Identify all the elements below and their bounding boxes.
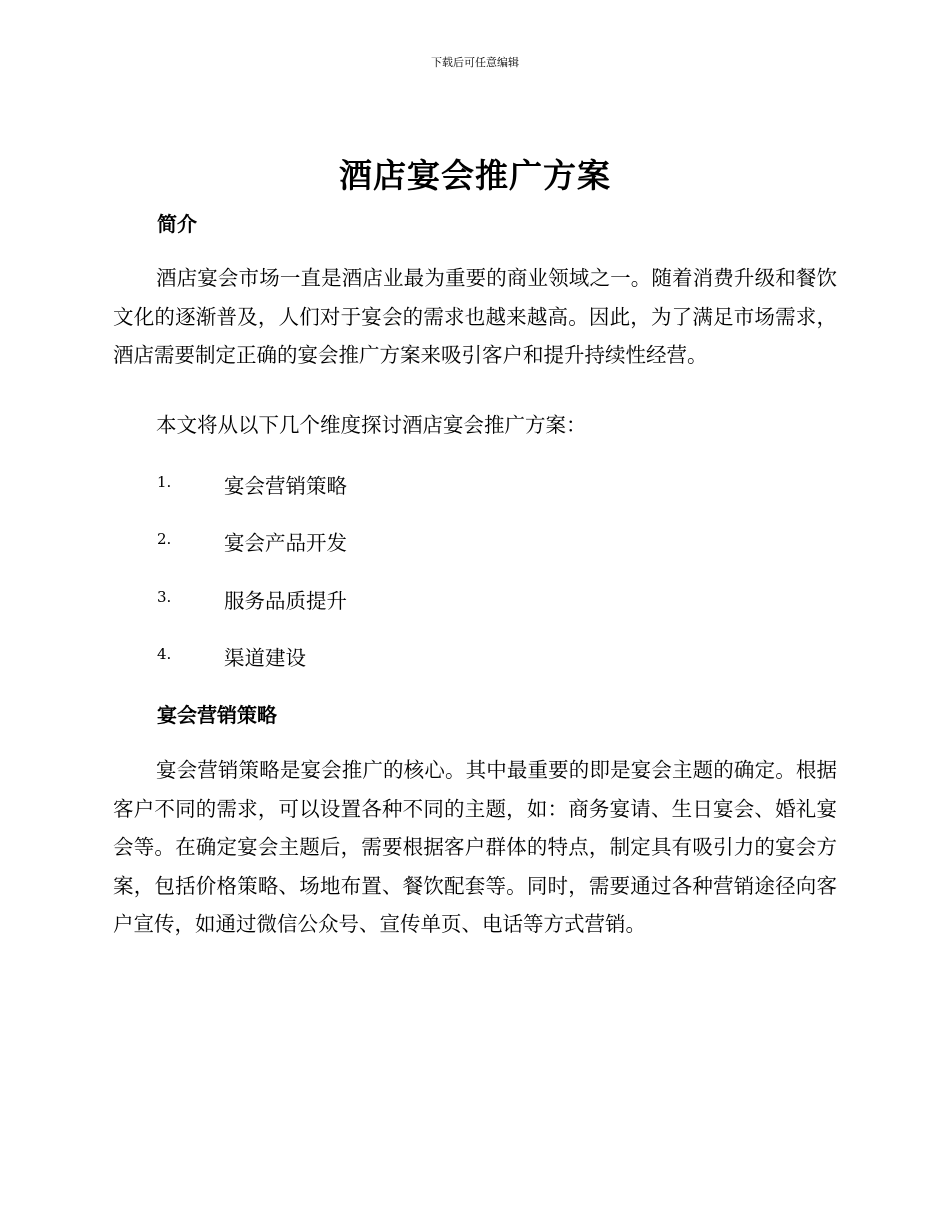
intro-paragraph: 酒店宴会市场一直是酒店业最为重要的商业领域之一。随着消费升级和餐饮文化的逐渐普及，人们对于宴会的需求也越来越高。因此，为了满足市场需求，酒店需要制定正确的宴会推广方案来吸引客户和提升持续性经营。 bbox=[113, 266, 837, 367]
section-heading-marketing: 宴会营销策略 bbox=[157, 703, 277, 727]
list-item-text: 宴会营销策略 bbox=[224, 474, 347, 498]
list-item-number: 4. bbox=[157, 645, 172, 663]
list-item-text: 服务品质提升 bbox=[224, 589, 347, 613]
document-title: 酒店宴会推广方案 bbox=[339, 156, 611, 195]
marketing-paragraph: 宴会营销策略是宴会推广的核心。其中最重要的即是宴会主题的确定。根据客户不同的需求，可以设置各种不同的主题，如：商务宴请、生日宴会、婚礼宴会等。在确定宴会主题后，需要根据客户群体的特点，制定具有吸引力的宴会方案，包括价格策略、场地布置、餐饮配套等。同时，需要通过各种营销途径向客户宣传，如通过微信公众号、宣传单页、电话等方式营销。 bbox=[113, 758, 837, 936]
header-note: 下载后可任意编辑 bbox=[431, 56, 519, 69]
section-heading-intro: 简介 bbox=[157, 212, 197, 236]
list-item-number: 2. bbox=[157, 530, 172, 548]
list-item-number: 1. bbox=[157, 473, 172, 491]
list-item-text: 宴会产品开发 bbox=[224, 531, 347, 555]
intro-lead-paragraph: 本文将从以下几个维度探讨酒店宴会推广方案： bbox=[156, 413, 587, 437]
list-item-text: 渠道建设 bbox=[224, 646, 306, 670]
list-item-number: 3. bbox=[157, 588, 172, 606]
